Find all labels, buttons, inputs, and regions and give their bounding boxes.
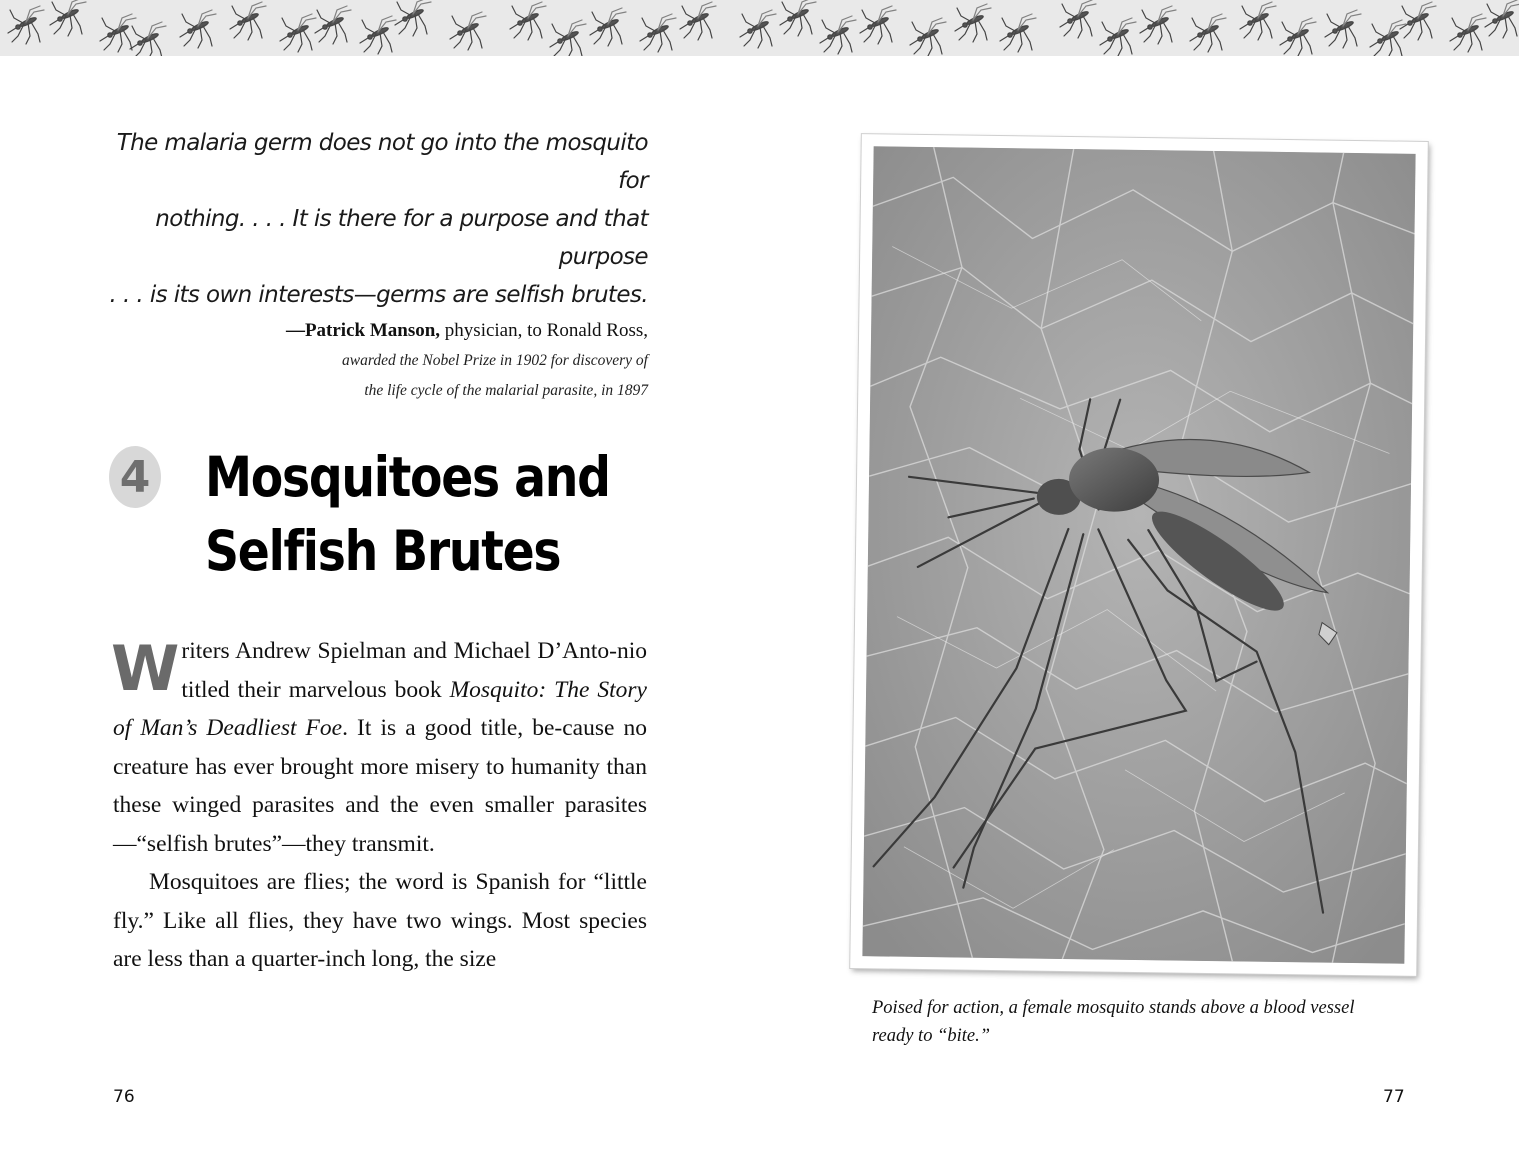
attribution-rest: physician, to Ronald Ross,	[440, 320, 648, 341]
epigraph-quote-line: nothing. . . . It is there for a purpose and that purpose	[155, 206, 648, 270]
mosquito-pattern-icon	[0, 0, 1519, 56]
chapter-title	[205, 440, 610, 588]
paragraph-2: Mosquitoes are flies; the word is Spanish for “little fly.” Like all flies, they have two wings. Most species are less than a quarter-inch long, the size	[113, 869, 647, 972]
figure-caption	[872, 994, 1412, 1050]
chapter-title-line: Selfish Brutes	[205, 519, 561, 583]
photo-frame	[850, 134, 1428, 976]
epigraph-quote-line: . . . is its own interests—germs are selfish brutes.	[109, 282, 648, 308]
mosquito-illustration-icon	[862, 146, 1415, 963]
epigraph	[100, 124, 648, 406]
mosquito-photo	[862, 146, 1415, 963]
page-number-right: 77	[1383, 1087, 1405, 1107]
epigraph-note-line: awarded the Nobel Prize in 1902 for discovery of	[342, 352, 648, 369]
epigraph-quote-line: The malaria germ does not go into the mosquito for	[116, 130, 648, 194]
chapter-title-line: Mosquitoes and	[205, 445, 610, 509]
book-title: Mosquito: The Story of Man’s Deadliest Foe	[113, 676, 647, 741]
body-text	[113, 632, 647, 979]
epigraph-note	[100, 346, 648, 406]
page-number-left: 76	[113, 1087, 135, 1107]
paragraph-1-start: riters Andrew Spielman and Michael D’Anto-nio titled their marvelous book	[181, 638, 647, 703]
attribution-name: —Patrick Manson,	[285, 320, 441, 341]
mosquito-banner	[0, 0, 1519, 56]
paragraph-1	[113, 632, 647, 863]
chapter-number: 4	[109, 446, 161, 508]
paragraph-1-end: . It is a good title, be-cause no creature has ever brought more misery to humanity than these winged parasites and the even smaller parasites—“selfish brutes”—they transmit.	[113, 715, 647, 857]
dropcap: W	[111, 632, 180, 705]
epigraph-attribution	[100, 316, 648, 346]
caption-line: ready to “bite.”	[872, 1026, 991, 1046]
epigraph-quote	[100, 124, 648, 314]
epigraph-note-line: the life cycle of the malarial parasite, in 1897	[364, 382, 648, 399]
caption-line: Poised for action, a female mosquito stands above a blood vessel	[872, 998, 1355, 1018]
